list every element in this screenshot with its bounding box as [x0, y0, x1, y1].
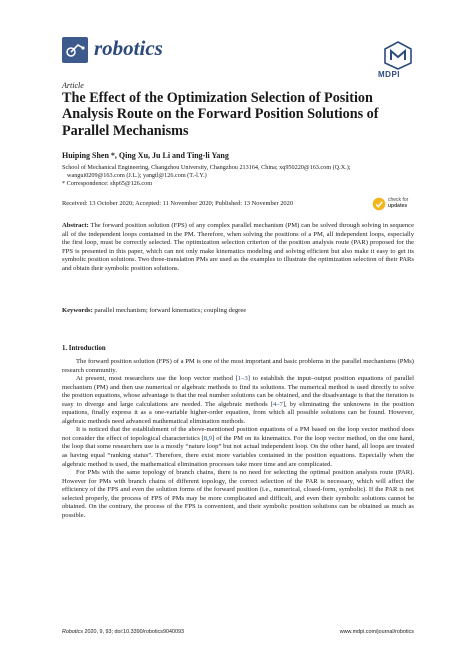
affiliation-line: wangui0209@163.com (J.L.); yangtl@126.com (T.-l.Y.): [67, 172, 207, 179]
footer-url-link[interactable]: www.mdpi.com/journal/robotics: [339, 629, 414, 635]
article-type: Article: [62, 81, 84, 90]
affiliation-block: [62, 164, 427, 188]
text-run: At present, most researchers use the loop vector method [: [76, 375, 238, 383]
correspondence: * Correspondence: shp65@126.com: [62, 180, 153, 187]
abstract-label: Abstract:: [62, 222, 89, 229]
journal-logo-icon: [62, 37, 88, 63]
section-body: [62, 358, 414, 520]
text-run: ] of the PM on its kinematics. For the loop vector method, on the one hand, the loop that some researchers use is a mostly “nature loop” but not actual independent loop. On the other hand, all loops are treated as having equal “ranking status”. Therefore, there exist more variables contained in the position equations. Especially when the algebraic method is used, the mathematical elimination processes take more time and are complicated.: [62, 434, 414, 468]
check-updates-line: updates: [388, 203, 408, 209]
footer-citation-rest: 2020, 9, 93; doi:10.3390/robotics9040093: [82, 629, 184, 635]
abstract: [62, 222, 414, 273]
citation-link[interactable]: 4–7: [272, 400, 283, 408]
paragraph: The forward position solution (FPS) of a PM is one of the most important and basic problems in the parallel mechanisms (PMs) research community.: [62, 358, 414, 374]
text-run: ,: [207, 434, 209, 442]
check-updates-line: check for: [388, 197, 409, 203]
paragraph: [62, 375, 414, 426]
keywords-label: Keywords:: [62, 307, 93, 314]
author-list: Huiping Shen *, Qing Xu, Ju Li and Ting-li Yang: [62, 151, 229, 160]
section-heading: 1. Introduction: [62, 345, 106, 352]
affiliation-line: School of Mechanical Engineering, Changzhou University, Changzhou 213164, China; xq950220@163.com (Q.X.);: [62, 164, 351, 171]
publisher-name: MDPI: [378, 70, 400, 79]
text-run: ] to establish the input–output position equations of parallel mechanism (PM) and then use numerical or algebraic methods to find its solutions. The numerical method is used directly to solve the position equations, whose advantage is that the real number solutions can be obtained, and the disadvantage is that the iteration is easy to diverge and large calculations are needed. The algebraic methods [: [62, 375, 414, 408]
keywords-text: parallel mechanism; forward kinematics; coupling degree: [92, 307, 247, 314]
paragraph: For PMs with the same topology of branch chains, there is no need for selecting the optimal position analysis route (PAR). However for PMs with branch chains of different topology, the correct selection of the PAR is necessary, which will affect the efficiency of the FPS and even the solution forms of the forward position (i.e., numerical, closed-form, symbolic). If the PAR is not selected properly, the process of FPS of PMs may be more complicated and difficult, and even their symbolic solutions cannot be obtained. On the contrary, the process of the FPS is convenient, and their symbolic position solutions can be obtained as much as possible.: [62, 469, 414, 519]
article-title: The Effect of the Optimization Selection of Position Analysis Route on the Forward Position Solutions of Parallel Mechanisms: [62, 90, 379, 139]
footer-citation: [62, 629, 184, 635]
citation-link[interactable]: 9: [208, 434, 213, 442]
abstract-text: The forward position solution (FPS) of any complex parallel mechanism (PM) can be solved through solving in sequence all of the independent loops contained in the PM. Therefore, when solving the positions of a PM, all independent loops, especially the first loop, must be correctly selected. The optimization selection criterion of the position analysis route (PAR) proposed for the FPS is presented in this paper, which can not only make kinematics modeling and solving efficient but also make it easy to get its symbolic position solutions. Two three-translation PMs are used as the examples to illustrate the optimization selection of their PARs and obtain their symbolic position solutions.: [62, 222, 414, 272]
footer-journal: Robotics: [62, 629, 83, 635]
keywords: [62, 307, 414, 314]
text-run: ], by eliminating the unknowns in the position equations, finally express it as a one-variable higher-order equation, from which all possible solutions can be found. However, algebraic methods need advanced mathematical elimination methods.: [62, 400, 415, 425]
citation-link[interactable]: 8: [203, 434, 208, 442]
journal-name: robotics: [94, 36, 163, 60]
citation-link[interactable]: 1–3: [237, 375, 248, 383]
check-updates-icon: [372, 197, 386, 211]
mdpi-logo-icon: [382, 40, 414, 70]
paragraph: [62, 426, 414, 469]
publication-dates: Received: 13 October 2020; Accepted: 11 November 2020; Published: 13 November 2020: [62, 200, 294, 207]
text-run: It is noticed that the establishment of the above-mentioned position equations of a PM based on the loop vector method does not consider the effect of topological characteristics [: [62, 426, 414, 442]
check-for-updates-button[interactable]: [372, 194, 412, 214]
